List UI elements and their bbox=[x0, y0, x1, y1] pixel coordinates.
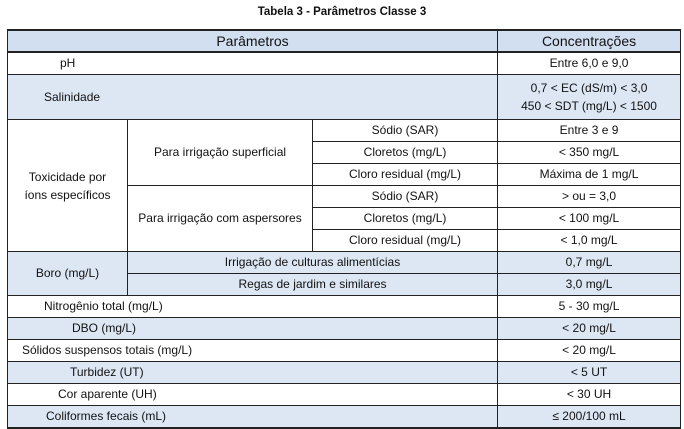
sub-value: < 350 mg/L bbox=[498, 142, 681, 164]
row-label-boro: Boro (mg/L) bbox=[8, 252, 128, 296]
toxicidade-line-1: Toxicidade por bbox=[28, 169, 107, 184]
row-label: Turbidez (UT) bbox=[8, 362, 498, 384]
table-row bbox=[8, 406, 681, 429]
group-aspersores: Para irrigação com aspersores bbox=[128, 186, 313, 252]
sub-param: Sódio (SAR) bbox=[313, 186, 498, 208]
sub-value: < 1,0 mg/L bbox=[498, 230, 681, 252]
row-label: DBO (mg/L) bbox=[8, 318, 498, 340]
row-value-salinidade bbox=[498, 75, 681, 120]
row-label: Nitrogênio total (mg/L) bbox=[8, 296, 498, 318]
table-row bbox=[8, 120, 681, 142]
row-label: Coliformes fecais (mL) bbox=[8, 406, 498, 429]
sub-param: Cloretos (mg/L) bbox=[313, 208, 498, 230]
row-value: < 20 mg/L bbox=[498, 340, 681, 362]
row-value: < 30 UH bbox=[498, 384, 681, 406]
row-value: ≤ 200/100 mL bbox=[498, 406, 681, 429]
toxicidade-line-2: íons específicos bbox=[24, 187, 111, 202]
table-title: Tabela 3 - Parâmetros Classe 3 bbox=[257, 6, 427, 18]
sub-param: Cloro residual (mg/L) bbox=[313, 230, 498, 252]
row-value: 5 - 30 mg/L bbox=[498, 296, 681, 318]
table-row bbox=[8, 384, 681, 406]
row-value-ph: Entre 6,0 e 9,0 bbox=[498, 52, 681, 75]
table-row bbox=[8, 75, 681, 120]
table-row bbox=[8, 252, 681, 274]
sub-param: Cloretos (mg/L) bbox=[313, 142, 498, 164]
sub-param: Sódio (SAR) bbox=[313, 120, 498, 142]
table-row bbox=[8, 362, 681, 384]
table-row bbox=[8, 296, 681, 318]
table-row bbox=[8, 52, 681, 75]
sub-value: < 100 mg/L bbox=[498, 208, 681, 230]
salinidade-value-1: 0,7 < EC (dS/m) < 3,0 bbox=[530, 81, 648, 95]
row-label-salinidade: Salinidade bbox=[8, 75, 498, 120]
header-row bbox=[8, 30, 681, 52]
salinidade-value-2: 450 < SDT (mg/L) < 1500 bbox=[521, 99, 657, 113]
sub-value: 0,7 mg/L bbox=[498, 252, 681, 274]
parameters-table bbox=[7, 29, 681, 429]
sub-value: Entre 3 e 9 bbox=[498, 120, 681, 142]
table-row bbox=[8, 318, 681, 340]
header-parametros: Parâmetros bbox=[8, 30, 498, 52]
table-row bbox=[8, 340, 681, 362]
row-value: < 20 mg/L bbox=[498, 318, 681, 340]
row-label: Cor aparente (UH) bbox=[8, 384, 498, 406]
row-label-toxicidade bbox=[8, 120, 128, 252]
row-value: < 5 UT bbox=[498, 362, 681, 384]
sub-param: Regas de jardim e similares bbox=[128, 274, 498, 296]
sub-value: Máxima de 1 mg/L bbox=[498, 164, 681, 186]
sub-value: > ou = 3,0 bbox=[498, 186, 681, 208]
row-label: Sólidos suspensos totais (mg/L) bbox=[8, 340, 498, 362]
sub-param: Cloro residual (mg/L) bbox=[313, 164, 498, 186]
sub-value: 3,0 mg/L bbox=[498, 274, 681, 296]
sub-param: Irrigação de culturas alimentícias bbox=[128, 252, 498, 274]
row-label-ph: pH bbox=[8, 52, 498, 75]
group-superficial: Para irrigação superficial bbox=[128, 120, 313, 186]
header-concentracoes: Concentrações bbox=[498, 30, 681, 52]
